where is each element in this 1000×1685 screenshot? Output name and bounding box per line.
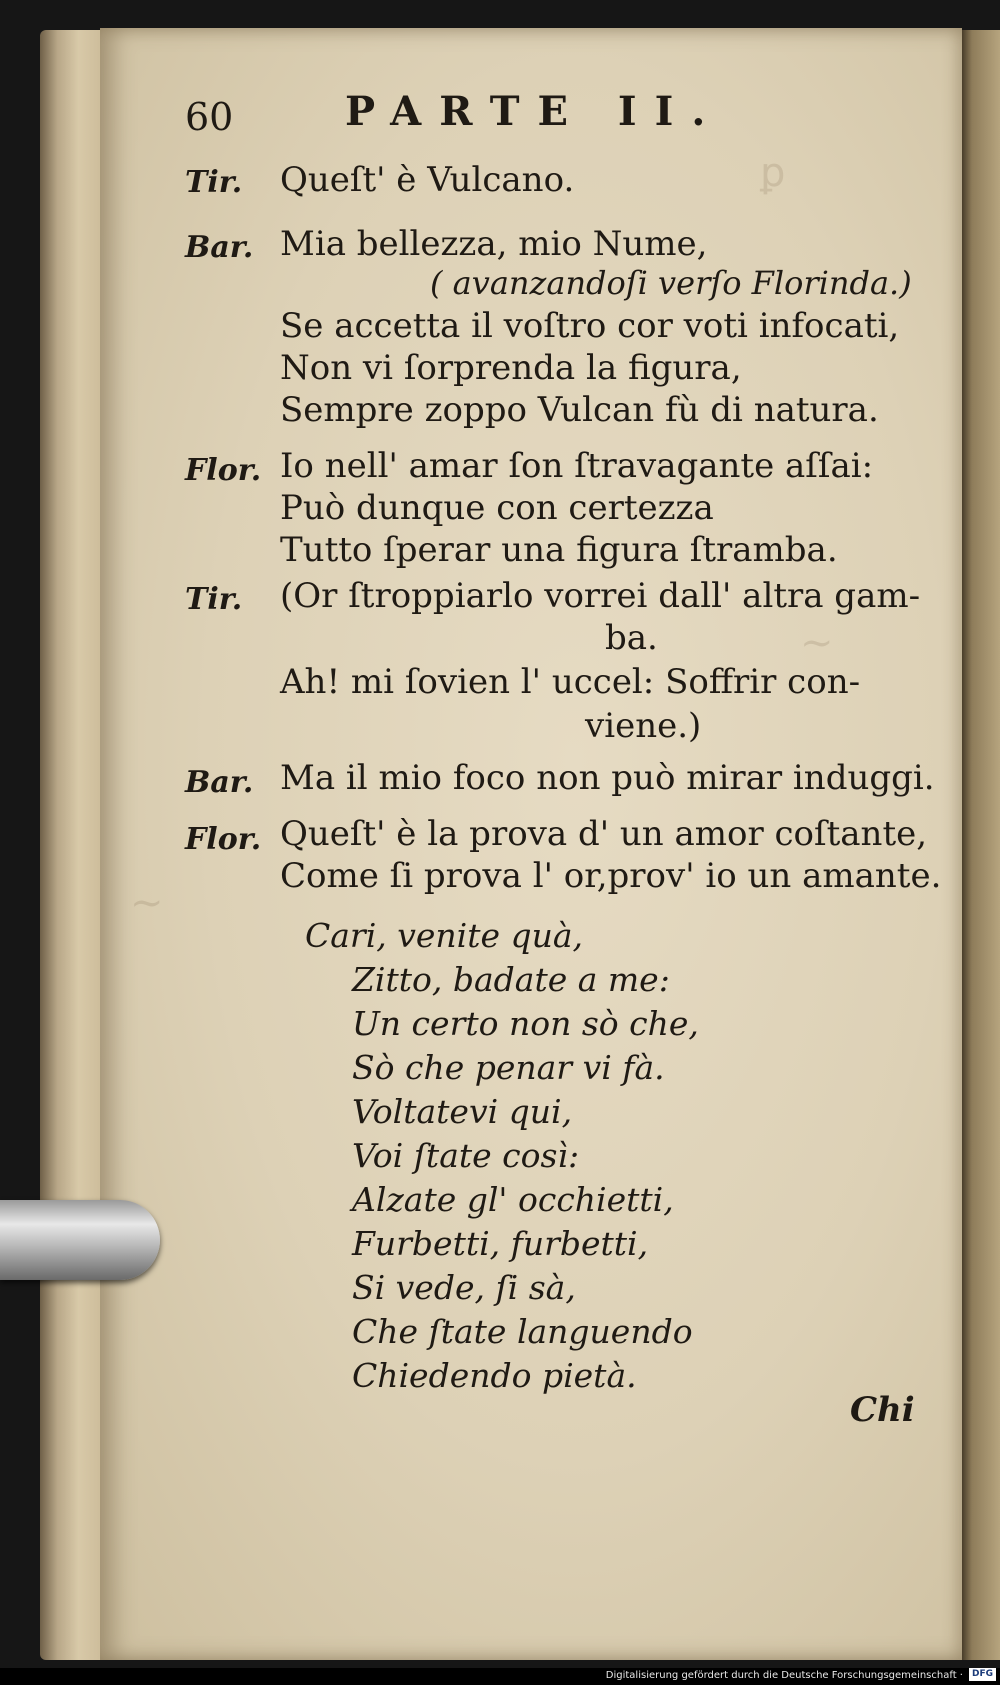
page-number: 60 xyxy=(185,95,234,139)
verse-line: ba. xyxy=(605,618,658,658)
aria-line: Alzate gl' occhietti, xyxy=(352,1180,674,1219)
bleed-through-mark: ~ xyxy=(800,620,834,666)
aria-line: Sò che penar vi fà. xyxy=(352,1048,665,1087)
verse-line: Se accetta il voſtro cor voti infocati, xyxy=(280,306,900,346)
verse-line: Può dunque con certezza xyxy=(280,488,714,528)
catchword: Chi xyxy=(850,1390,915,1430)
speaker-label: Bar. xyxy=(185,230,254,265)
aria-line: Voi ſtate così: xyxy=(352,1136,580,1175)
footer-credit: Digitalisierung gefördert durch die Deutsche Forschungsgemeinschaft · xyxy=(605,1669,963,1681)
aria-line: Chiedendo pietà. xyxy=(352,1356,637,1395)
verse-line: Io nell' amar ſon ſtravagante aſſai: xyxy=(280,446,874,486)
aria-line: Voltatevi qui, xyxy=(352,1092,573,1131)
speaker-label: Flor. xyxy=(185,453,262,488)
speaker-label: Tir. xyxy=(185,165,243,200)
aria-line: Un certo non sò che, xyxy=(352,1004,699,1043)
bleed-through-mark: ~ xyxy=(130,880,164,926)
verse-line: Non vi ſorprenda la figura, xyxy=(280,348,742,388)
footer-bar xyxy=(0,1668,1000,1685)
bleed-through-mark: ꝑ xyxy=(760,150,786,196)
verse-line: (Or ſtroppiarlo vorrei dall' altra gam- xyxy=(280,576,921,616)
verse-line: Come ſi prova l' or,prov' io un amante. xyxy=(280,856,942,896)
aria-line: Cari, venite quà, xyxy=(305,916,584,955)
aria-line: Zitto, badate a me: xyxy=(352,960,670,999)
verse-line: viene.) xyxy=(585,706,702,746)
running-title: PARTE II. xyxy=(345,88,724,135)
verse-line: Queſt' è la prova d' un amor coſtante, xyxy=(280,814,928,854)
aria-line: Si vede, ſi sà, xyxy=(352,1268,576,1307)
verse-line: Ma il mio foco non può mirar induggi. xyxy=(280,758,935,798)
speaker-label: Bar. xyxy=(185,765,254,800)
speaker-label: Flor. xyxy=(185,822,262,857)
stage-direction: ( avanzandoſi verſo Florinda.) xyxy=(430,264,912,302)
speaker-label: Tir. xyxy=(185,582,243,617)
facing-page-edge xyxy=(960,30,1000,1660)
verse-line: Ah! mi ſovien l' uccel: Soffrir con- xyxy=(280,662,861,702)
verse-line: Queſt' è Vulcano. xyxy=(280,160,575,200)
verse-line: Tutto ſperar una figura ſtramba. xyxy=(280,530,838,570)
aria-line: Furbetti, furbetti, xyxy=(352,1224,649,1263)
aria-line: Che ſtate languendo xyxy=(352,1312,693,1351)
dfg-logo: DFG xyxy=(969,1668,996,1681)
verse-line: Mia bellezza, mio Nume, xyxy=(280,224,708,264)
page-clamp xyxy=(0,1200,160,1280)
verse-line: Sempre zoppo Vulcan fù di natura. xyxy=(280,390,879,430)
